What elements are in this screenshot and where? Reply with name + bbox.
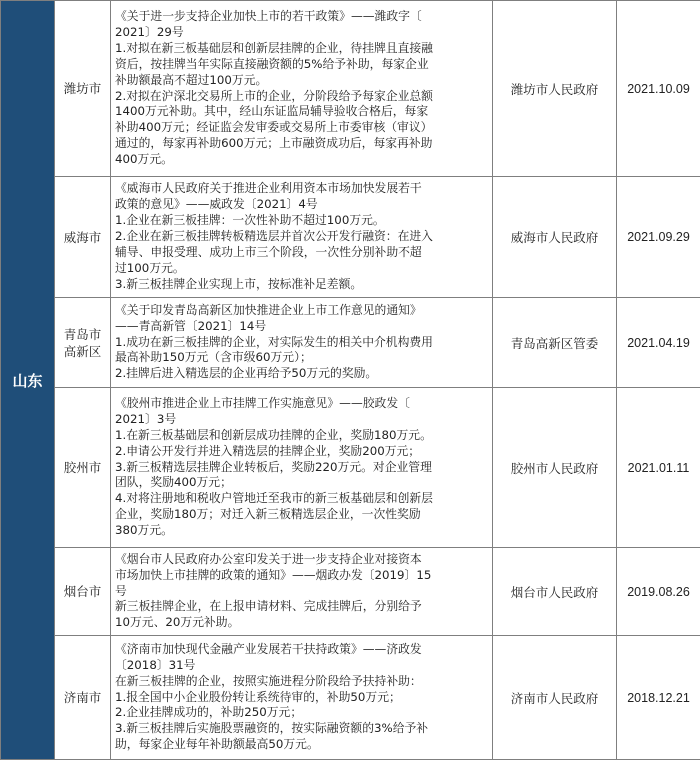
policy-cell	[111, 548, 493, 636]
table-row	[1, 177, 700, 298]
policy-line: 在新三板挂牌的企业，按照实施进程分阶段给予扶持补助：	[115, 674, 489, 690]
city-cell: 胶州市	[55, 388, 111, 548]
policy-cell	[111, 636, 493, 760]
policy-cell	[111, 177, 493, 298]
date-cell: 2021.10.09	[617, 1, 700, 177]
table-row	[1, 1, 700, 177]
policy-line: 2021〕29号	[115, 25, 489, 41]
org-cell: 潍坊市人民政府	[493, 1, 617, 177]
policy-line: 3.新三板挂牌企业实现上市，按标准补足差额。	[115, 277, 489, 293]
table-row	[1, 636, 700, 760]
date-cell: 2021.04.19	[617, 298, 700, 388]
policy-line: 《胶州市推进企业上市挂牌工作实施意见》——胶政发〔	[115, 396, 489, 412]
date-cell: 2019.08.26	[617, 548, 700, 636]
policy-line: 《威海市人民政府关于推进企业利用资本市场加快发展若干	[115, 181, 489, 197]
policy-line: 企业，奖励180万；对迁入新三板精选层企业，一次性奖励	[115, 507, 489, 523]
city-cell	[55, 298, 111, 388]
policy-line: 助，每家企业每年补助额最高50万元。	[115, 737, 489, 753]
policy-line: 团队，奖励400万元；	[115, 475, 489, 491]
policy-line: 资后，按挂牌当年实际直接融资额的5%给予补助，每家企业	[115, 57, 489, 73]
policy-line: 《关于进一步支持企业加快上市的若干政策》——潍政字〔	[115, 9, 489, 25]
policy-line: 1.企业在新三板挂牌：一次性补助不超过100万元。	[115, 213, 489, 229]
city-cell: 威海市	[55, 177, 111, 298]
table-row	[1, 388, 700, 548]
policy-line: 2.企业挂牌成功的，补助250万元；	[115, 705, 489, 721]
table-row	[1, 548, 700, 636]
policy-line: 最高补助150万元（含市级60万元）；	[115, 350, 489, 366]
policy-line: 新三板挂牌企业，在上报申请材料、完成挂牌后，分别给予	[115, 599, 489, 615]
org-cell: 胶州市人民政府	[493, 388, 617, 548]
city-cell: 济南市	[55, 636, 111, 760]
policy-line: 2.申请公开发行并进入精选层的挂牌企业，奖励200万元；	[115, 444, 489, 460]
org-cell: 青岛高新区管委	[493, 298, 617, 388]
date-cell: 2021.09.29	[617, 177, 700, 298]
date-cell: 2018.12.21	[617, 636, 700, 760]
org-cell: 烟台市人民政府	[493, 548, 617, 636]
policy-line: 1400万元补助。其中，经山东证监局辅导验收合格后，每家	[115, 104, 489, 120]
date-cell: 2021.01.11	[617, 388, 700, 548]
policy-line: 过100万元。	[115, 261, 489, 277]
policy-line: 1.对拟在新三板基础层和创新层挂牌的企业，待挂牌且直接融	[115, 41, 489, 57]
table-row	[1, 298, 700, 388]
policy-line: 《济南市加快现代金融产业发展若干扶持政策》——济政发	[115, 642, 489, 658]
policy-line: 2.企业在新三板挂牌转板精选层并首次公开发行融资：在进入	[115, 229, 489, 245]
policy-line: 2.挂牌后进入精选层的企业再给予50万元的奖励。	[115, 366, 489, 382]
policy-line: 2021〕3号	[115, 412, 489, 428]
org-cell: 济南市人民政府	[493, 636, 617, 760]
policy-line: 《关于印发青岛高新区加快推进企业上市工作意见的通知》	[115, 303, 489, 319]
policy-line: 通过的，每家再补助600万元；上市融资成功后，每家再补助	[115, 136, 489, 152]
policy-line: ——青高新管〔2021〕14号	[115, 319, 489, 335]
policy-line: 〔2018〕31号	[115, 658, 489, 674]
city-line: 青岛市	[55, 326, 110, 343]
policy-line: 3.新三板挂牌后实施股票融资的，按实际融资额的3%给予补	[115, 721, 489, 737]
policy-line: 400万元。	[115, 152, 489, 168]
policy-line: 1.成功在新三板挂牌的企业，对实际发生的相关中介机构费用	[115, 335, 489, 351]
policy-line: 市场加快上市挂牌的政策的通知》——烟政办发〔2019〕15	[115, 568, 489, 584]
policy-line: 补助400万元；经证监会发审委或交易所上市委审核（审议）	[115, 120, 489, 136]
policy-cell	[111, 1, 493, 177]
policy-line: 补助额最高不超过100万元。	[115, 73, 489, 89]
policy-line: 2.对拟在沪深北交易所上市的企业，分阶段给予每家企业总额	[115, 89, 489, 105]
policy-line: 380万元。	[115, 523, 489, 539]
policy-line: 4.对将注册地和税收户管地迁至我市的新三板基础层和创新层	[115, 491, 489, 507]
city-cell: 潍坊市	[55, 1, 111, 177]
org-cell: 威海市人民政府	[493, 177, 617, 298]
policy-line: 3.新三板精选层挂牌企业转板后，奖励220万元。对企业管理	[115, 460, 489, 476]
policy-line: 《烟台市人民政府办公室印发关于进一步支持企业对接资本	[115, 552, 489, 568]
policy-line: 1.在新三板基础层和创新层成功挂牌的企业，奖励180万元。	[115, 428, 489, 444]
city-line: 高新区	[55, 343, 110, 360]
policy-line: 10万元、20万元补助。	[115, 615, 489, 631]
policy-cell	[111, 298, 493, 388]
policy-line: 1.报全国中小企业股份转让系统待审的，补助50万元；	[115, 690, 489, 706]
policy-cell	[111, 388, 493, 548]
policy-line: 号	[115, 584, 489, 600]
policy-line: 政策的意见》——威政发〔2021〕4号	[115, 197, 489, 213]
policy-line: 辅导、申报受理、成功上市三个阶段，一次性分别补助不超	[115, 245, 489, 261]
province-cell: 山东	[1, 1, 55, 760]
city-cell: 烟台市	[55, 548, 111, 636]
